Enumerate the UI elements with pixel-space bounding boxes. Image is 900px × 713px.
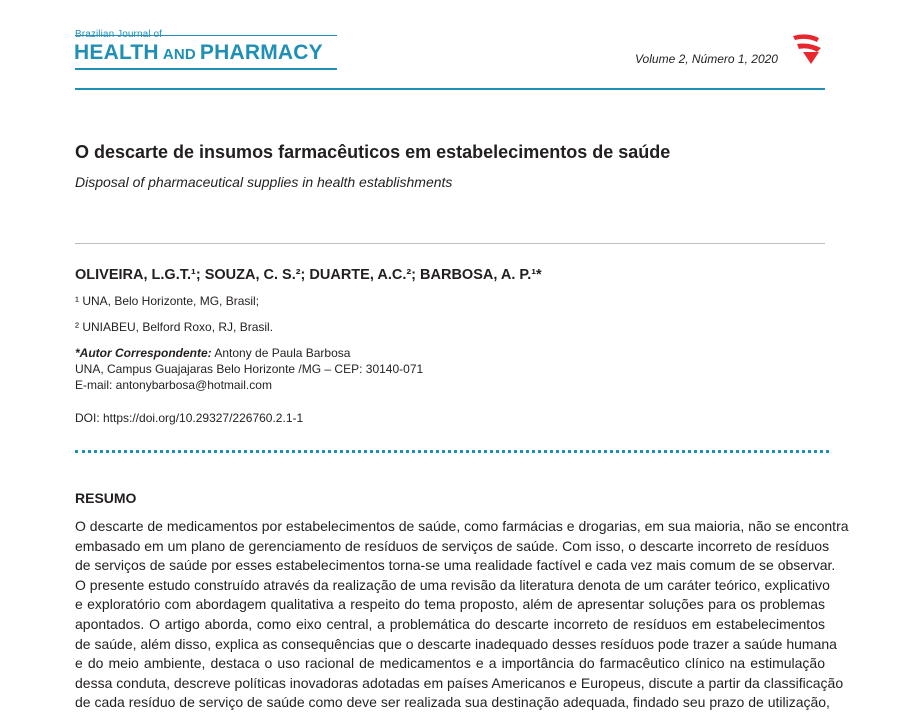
journal-name-part-2: PHARMACY bbox=[199, 41, 323, 64]
abstract-line: e do meio ambiente, destaca o uso racional de medicamentos e a importância do farmacêutico clínico na estimulação bbox=[75, 655, 825, 672]
corresponding-name: Antony de Paula Barbosa bbox=[211, 346, 351, 360]
abstract-line: e exploratório com abordagem qualitativa a respeito do tema proposto, além de apresentar soluções para os problemas bbox=[75, 596, 825, 613]
abstract-line: de cada resíduo de serviço de saúde como deve ser realizada sua destinação adequada, findado seu prazo de utilização, bbox=[75, 694, 830, 711]
volume-info: Volume 2, Número 1, 2020 bbox=[635, 52, 778, 66]
abstract-body bbox=[75, 517, 849, 713]
abstract-line: de saúde, além disso, explica as consequências que o descarte inadequado desses resíduos pode trazer a saúde humana bbox=[75, 635, 837, 652]
journal-name-and: AND bbox=[162, 46, 196, 63]
section-divider bbox=[75, 450, 829, 453]
abstract-heading: RESUMO bbox=[75, 490, 137, 506]
corresponding-author bbox=[75, 345, 423, 393]
abstract-line: de serviços de saúde por esses estabelecimentos torna-se uma realidade factível e cada vez mais comum de se observar. bbox=[75, 557, 836, 574]
doi-link[interactable]: DOI: https://doi.org/10.29327/226760.2.1-1 bbox=[75, 411, 304, 425]
corresponding-email: E-mail: antonybarbosa@hotmail.com bbox=[75, 378, 272, 392]
journal-logo-icon bbox=[789, 30, 825, 66]
abstract-line: embasado em um plano de gerenciamento de resíduos de serviços de saúde. Com isso, o descarte incorreto de resíduos bbox=[75, 537, 830, 554]
article-title: O descarte de insumos farmacêuticos em estabelecimentos de saúde bbox=[75, 142, 671, 162]
abstract-line: O descarte de medicamentos por estabelecimentos de saúde, como farmácias e drogarias, em sua maioria, não se encontra bbox=[75, 518, 849, 534]
corresponding-label: *Autor Correspondente: bbox=[75, 346, 212, 360]
corresponding-address: UNA, Campus Guajajaras Belo Horizonte /MG – CEP: 30140-071 bbox=[75, 362, 424, 376]
article-subtitle: Disposal of pharmaceutical supplies in health establishments bbox=[75, 174, 453, 190]
abstract-line: dessa conduta, descreve políticas inovadoras adotadas em países Americanos e Europeus, discute a partir da classificação bbox=[75, 674, 844, 691]
journal-name bbox=[74, 41, 323, 65]
abstract-line: O presente estudo construído através da realização de uma revisão da literatura denota de um caráter teórico, explicativo bbox=[75, 576, 830, 593]
journal-top-rule bbox=[75, 35, 337, 36]
author-list: OLIVEIRA, L.G.T.¹; SOUZA, C. S.²; DUARTE, A.C.²; BARBOSA, A. P.¹* bbox=[75, 267, 542, 283]
journal-bottom-rule bbox=[75, 68, 337, 70]
abstract-line: apontados. O artigo aborda, como eixo central, a problemática do descarte incorreto de resíduos em estabelecimentos bbox=[75, 615, 825, 632]
affiliation-2: ² UNIABEU, Belford Roxo, RJ, Brasil. bbox=[75, 320, 274, 334]
header-divider bbox=[75, 88, 825, 90]
journal-name-part-1: HEALTH bbox=[74, 41, 159, 64]
title-divider bbox=[75, 243, 825, 244]
affiliation-1: ¹ UNA, Belo Horizonte, MG, Brasil; bbox=[75, 294, 260, 308]
